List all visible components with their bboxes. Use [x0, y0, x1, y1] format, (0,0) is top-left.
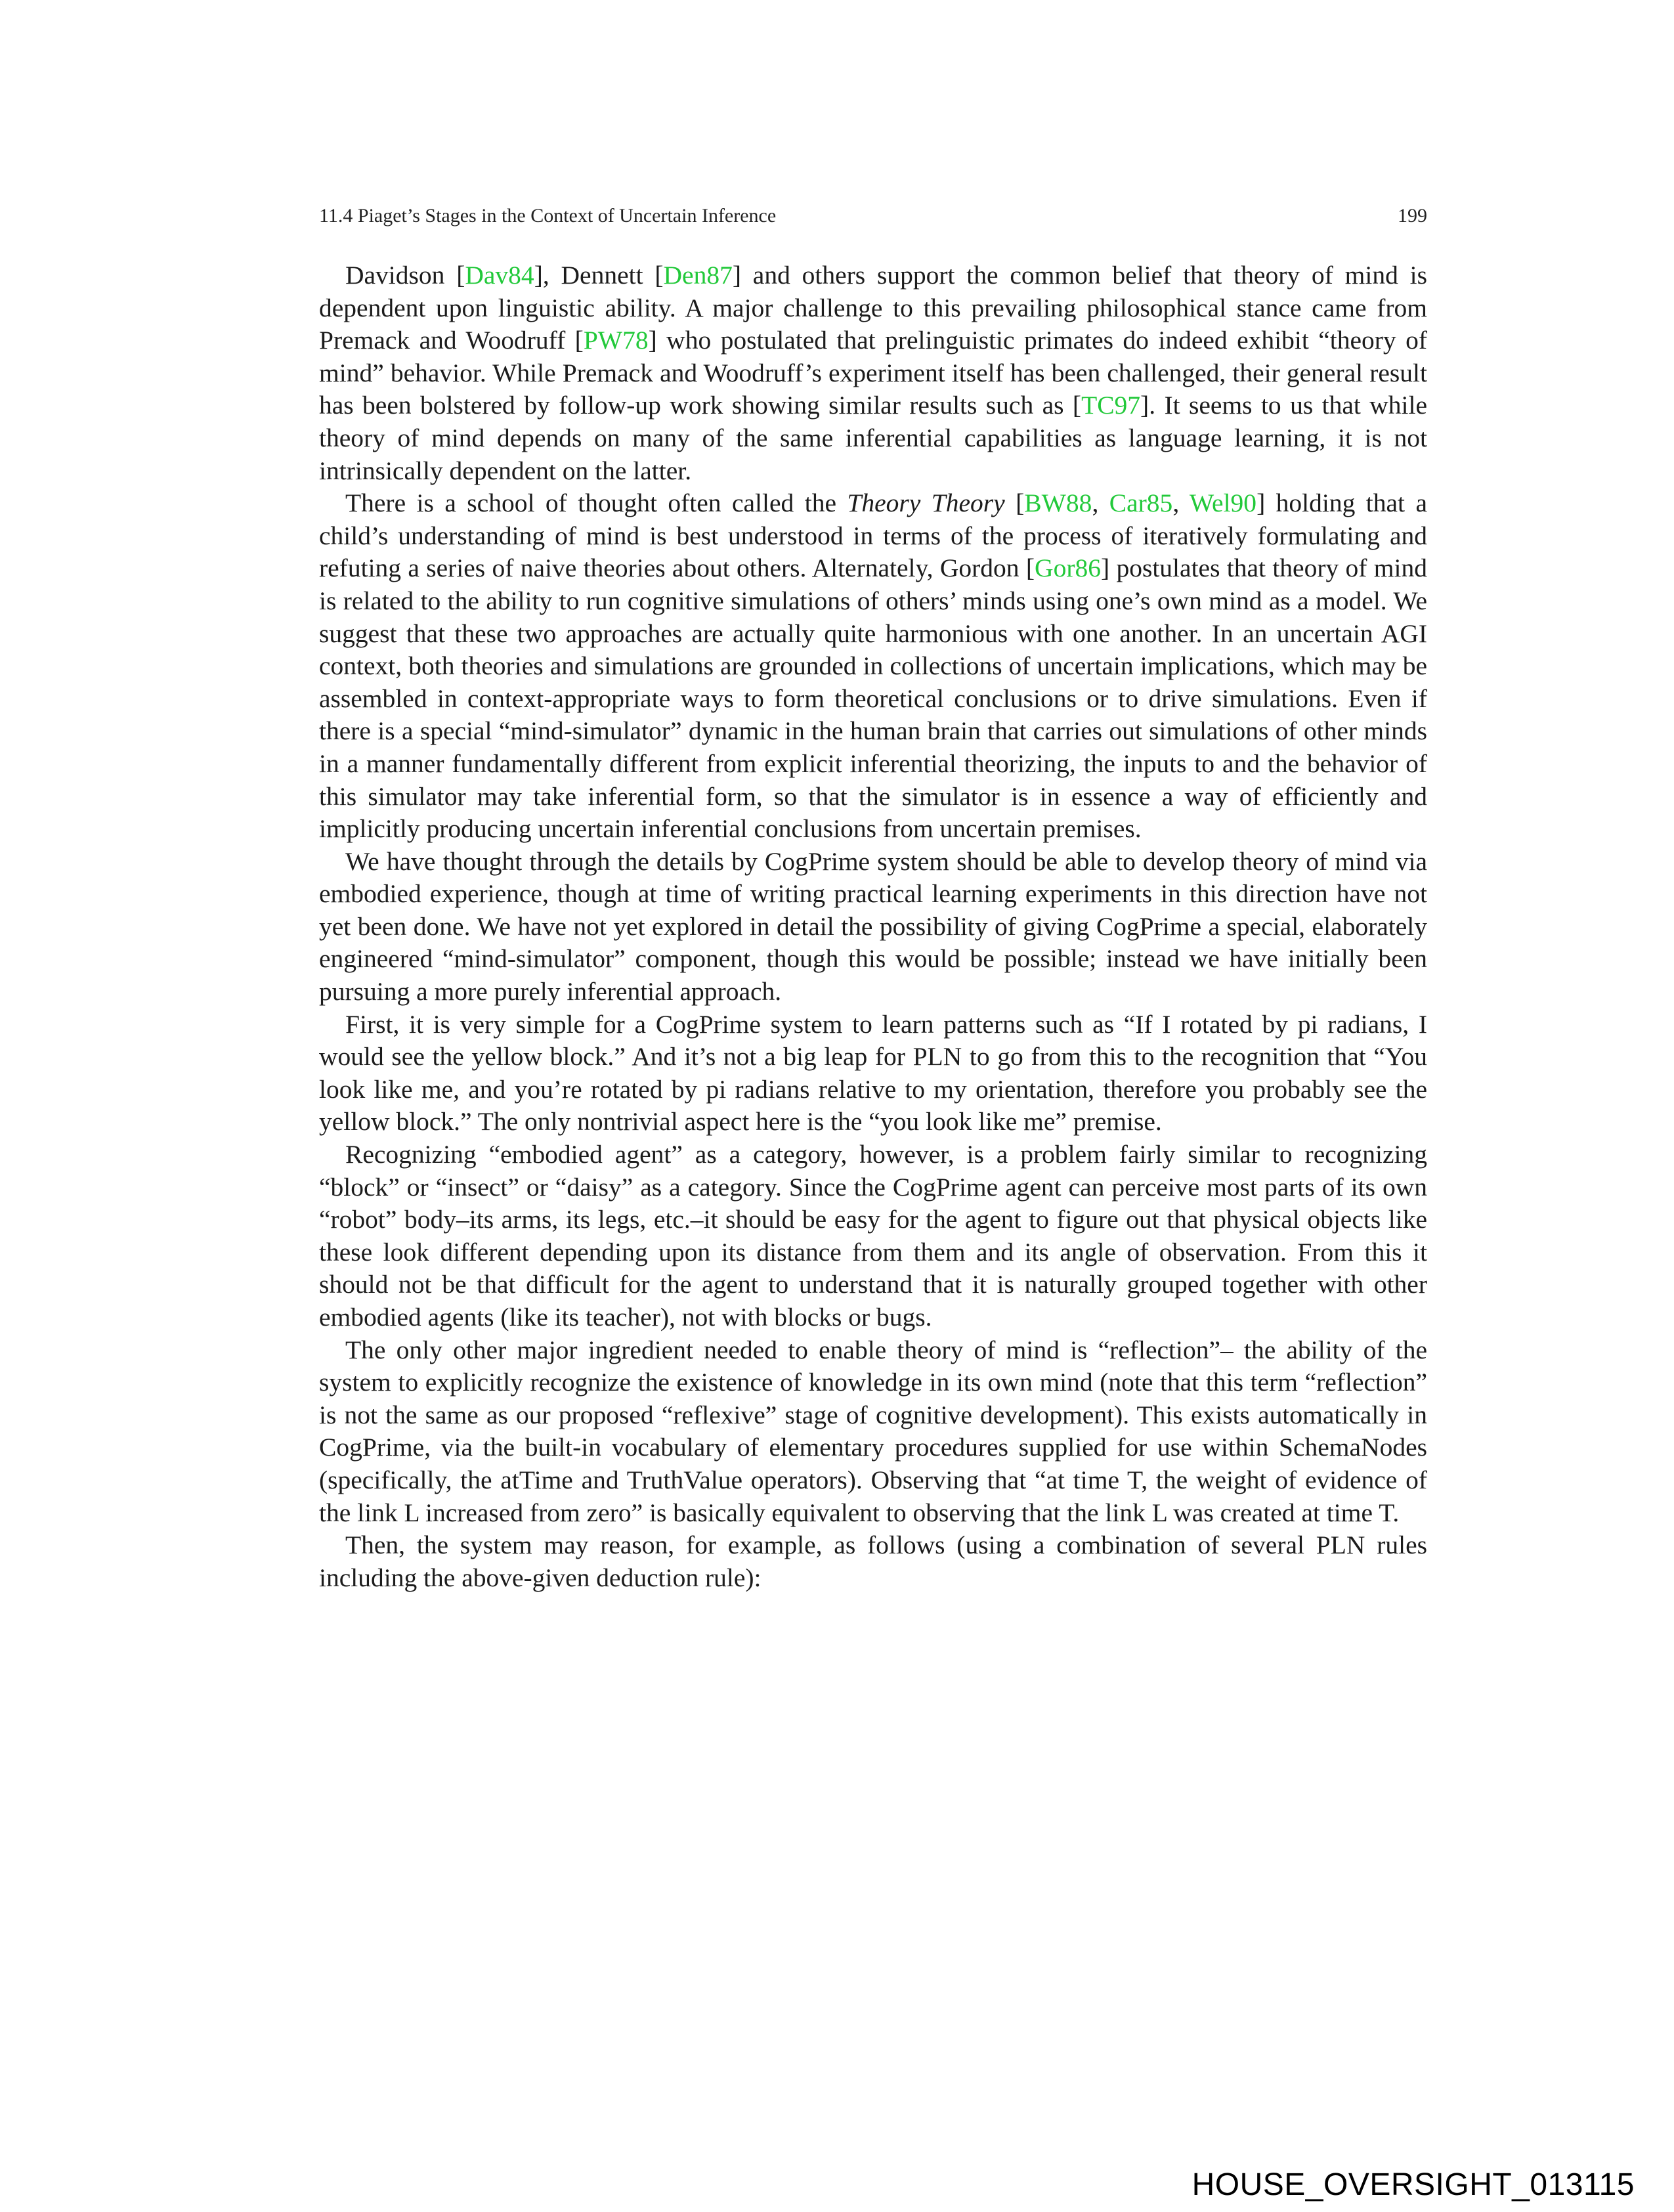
emphasis-theory-theory: Theory Theory	[847, 488, 1005, 518]
paragraph-5: Recognizing “embodied agent” as a category, however, is a problem fairly similar to recognizing “block” or “insect” or “daisy” as a category. Since the CogPrime agent can perceive most parts of its own “robot” body–its arms, its legs, etc.–it should be easy for the agent to figure out that physical objects like these look different depending upon its distance from them and its angle of observation. From this it should not be that difficult for the agent to understand that it is naturally grouped together with other embodied agents (like its teacher), not with blocks or bugs.	[319, 1140, 1427, 1332]
citation-link-car85[interactable]: Car85	[1109, 488, 1173, 518]
text-run: ], Dennett [	[534, 261, 664, 290]
separator: ,	[1092, 488, 1109, 518]
paragraph-7: Then, the system may reason, for example, as follows (using a combination of several PLN rules including the above-given deduction rule):	[319, 1530, 1427, 1592]
citation-link-den87[interactable]: Den87	[663, 261, 733, 290]
text-run: ]. It seems to us that while theory of mind depends on many of the same inferential capabilities as language learning, it is not intrinsically dependent on the latter.	[319, 391, 1427, 485]
citation-link-tc97[interactable]: TC97	[1081, 391, 1141, 420]
text-run: ] and others support the common belief that theory of mind is dependent upon linguistic ability. A major challenge to this prevailing philosophical stance came from Premack and Woodruff [	[319, 261, 1427, 355]
text-run: ] holding that a child’s understanding of mind is best understood in terms of the process of iteratively formulating and refuting a series of naive theories about others. Alternately, Gordon [	[319, 488, 1428, 583]
paragraph-2	[319, 487, 1427, 846]
citation-link-wel90[interactable]: Wel90	[1189, 488, 1257, 518]
main-text	[319, 259, 1427, 1594]
citation-link-dav84[interactable]: Dav84	[465, 261, 534, 290]
paragraph-6: The only other major ingredient needed to enable theory of mind is “reflection”– the ability of the system to explicitly recognize the existence of knowledge in its own mind (note that this term “reflection” is not the same as our proposed “reflexive” stage of cognitive development). This exists automatically in CogPrime, via the built-in vocabulary of elementary procedures supplied for use within SchemaNodes (specifically, the atTime and TruthValue operators). Observing that “at time T, the weight of evidence of the link L increased from zero” is basically equivalent to observing that the link L was created at time T.	[319, 1335, 1427, 1527]
paragraph-1	[319, 259, 1427, 487]
text-run: Davidson [	[345, 261, 465, 290]
separator: ,	[1172, 488, 1190, 518]
section-title: 11.4 Piaget’s Stages in the Context of Uncertain Inference	[319, 205, 777, 227]
running-header	[319, 205, 1427, 235]
text-run: ] who postulated that prelinguistic primates do indeed exhibit “theory of mind” behavior. While Premack and Woodruff’s experiment itself has been challenged, their general result has been bolstered by follow-up work showing similar results such as [	[319, 326, 1428, 420]
citation-link-pw78[interactable]: PW78	[583, 326, 649, 355]
text-run: There is a school of thought often called the	[345, 488, 848, 518]
citation-link-bw88[interactable]: BW88	[1024, 488, 1092, 518]
paragraph-4: First, it is very simple for a CogPrime system to learn patterns such as “If I rotated by pi radians, I would see the yellow block.” And it’s not a big leap for PLN to go from this to the recognition that “You look like me, and you’re rotated by pi radians relative to my orientation, therefore you probably see the yellow block.” The only nontrivial aspect here is the “you look like me” premise.	[319, 1009, 1427, 1137]
page-number: 199	[1398, 205, 1427, 227]
text-run: ] postulates that theory of mind is related to the ability to run cognitive simulations of others’ minds using one’s own mind as a model. We suggest that these two approaches are actually quite harmonious with one another. In an uncertain AGI context, both theories and simulations are grounded in collections of uncertain implications, which may be assembled in context-appropriate ways to form theoretical conclusions or to drive simulations. Even if there is a special “mind-simulator” dynamic in the human brain that carries out simulations of other minds in a manner fundamentally different from explicit inferential theorizing, the inputs to and the behavior of this simulator may take inferential form, so that the simulator is in essence a way of efficiently and implicitly producing uncertain inferential conclusions from uncertain premises.	[319, 553, 1427, 844]
citation-link-gor86[interactable]: Gor86	[1035, 553, 1101, 583]
bates-stamp: HOUSE_OVERSIGHT_013115	[1191, 2167, 1635, 2202]
paragraph-3: We have thought through the details by CogPrime system should be able to develop theory of mind via embodied experience, though at time of writing practical learning experiments in this direction have not yet been done. We have not yet explored in detail the possibility of giving CogPrime a special, elaborately engineered “mind-simulator” component, though this would be possible; instead we have initially been pursuing a more purely inferential approach.	[319, 846, 1427, 1007]
text-run: [	[1004, 488, 1025, 518]
